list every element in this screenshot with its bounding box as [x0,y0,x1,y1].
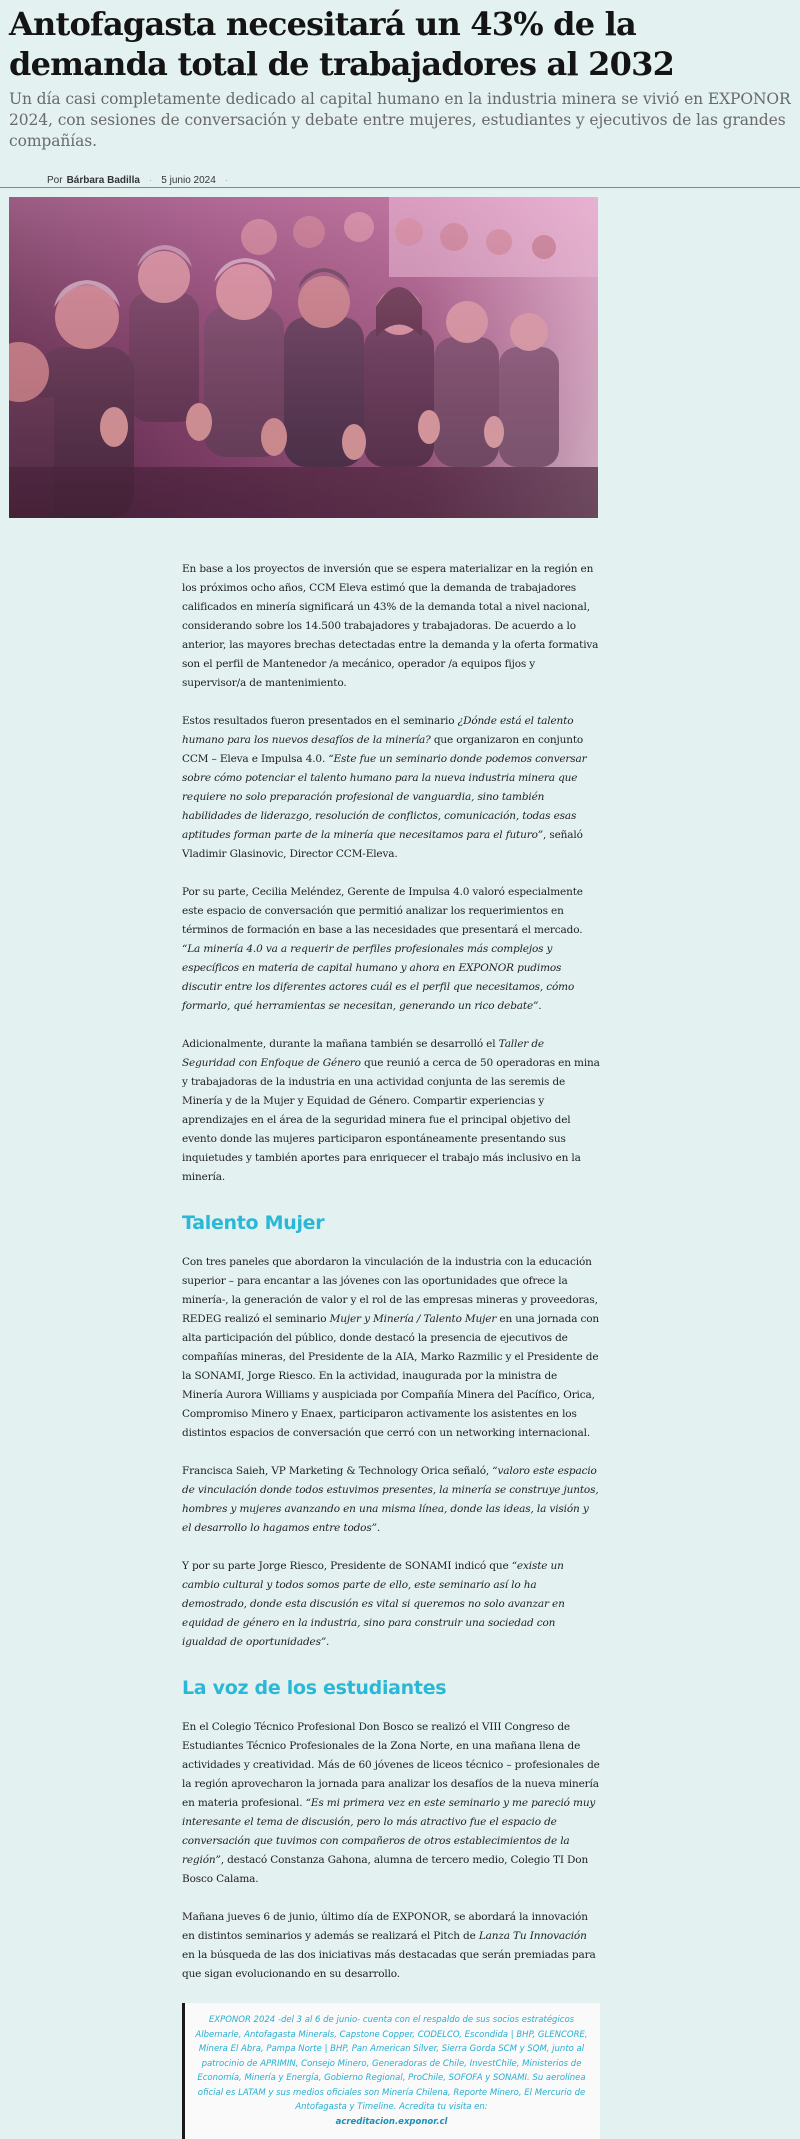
publish-date: 5 junio 2024 [161,174,216,186]
paragraph: Francisca Saieh, VP Marketing & Technology Orica señaló, “valoro este espacio de vinculación donde todos estuvimos presentes, la minería se construye juntos, hombres y mujeres avanzando en una misma línea, donde las ideas, la visión y el desarrollo lo hagamos entre todos”. [182,1465,599,1534]
callout-text: EXPONOR 2024 -del 3 al 6 de junio- cuenta con el respaldo de sus socios estratégicos Albemarle, Antofagasta Minerals, Capstone Copper, CODELCO, Escondida | BHP, GLENCORE, Minera El Abra, Pampa Norte | BHP, Pan American Silver, Sierra Gorda SCM y SQM, junto al patrocinio de APRIMIN, Consejo Minero, Generadoras de Chile, InvestChile, Ministerios de Economía, Minería y Energía, Gobierno Regional, ProChile, SOFOFA y SONAMI. Su aerolínea oficial es LATAM y sus medios oficiales son Minería Chilena, Reporte Minero, El Mercurio de Antofagasta y Timeline. Acredita tu visita en: [195,2015,588,2112]
paragraph: Con tres paneles que abordaron la vinculación de la industria con la educación superior – para encantar a las jóvenes con las oportunidades que ofrece la minería-, la generación de valor y el rol de las empresas mineras y proveedoras, REDEG realizó el seminario Mujer y Minería / Talento Mujer en una jornada con alta participación del público, donde destacó la presencia de ejecutivos de compañías mineras, del Presidente de la AIA, Marko Razmilic y el Presidente de la SONAMI, Jorge Riesco. En la actividad, inaugurada por la ministra de Minería Aurora Williams y auspiciada por Compañía Minera del Pacífico, Orica, Compromiso Minero y Enaex, participaron activamente los asistentes en los distintos espacios de conversación que cerró con un networking internacional. [182,1256,600,1439]
hero-photo [9,197,598,518]
paragraph: Por su parte, Cecilia Meléndez, Gerente de Impulsa 4.0 valoró especialmente este espacio de conversación que permitió analizar los requerimientos en términos de formación en base a las necesidades que presentará el mercado. “La minería 4.0 va a requerir de perfiles profesionales más complejos y específicos en materia de capital humano y ahora en EXPONOR pudimos discutir entre los diferentes actores cuál es el perfil que necesitamos, cómo formarlo, qué herramientas se necesitan, generando un rico debate”. [182,886,583,1012]
header-divider [0,187,800,188]
paragraph: En base a los proyectos de inversión que se espera materializar en la región en los próximos ocho años, CCM Eleva estimó que la demanda de trabajadores calificados en minería significará un 43% de la demanda total a nivel nacional, considerando sobre los 14.500 trabajadores y trabajadoras. De acuerdo a lo anterior, las mayores brechas detectadas entre la demanda y la oferta formativa son el perfil de Mantenedor /a mecánico, operador /a equipos fijos y supervisor/a de mantenimiento. [182,563,599,689]
paragraph: Estos resultados fueron presentados en el seminario ¿Dónde está el talento humano para los nuevos desafíos de la minería? que organizaron en conjunto CCM – Eleva e Impulsa 4.0. “Este fue un seminario donde podemos conversar sobre cómo potenciar el talento humano para la nueva industria minera que requiere no solo preparación profesional de vanguardia, sino también habilidades de liderazgo, resolución de conflictos, comunicación, todas esas aptitudes forman parte de la minería que necesitamos para el futuro”, señaló Vladimir Glasinovic, Director CCM-Eleva. [182,715,587,860]
paragraph: Adicionalmente, durante la mañana también se desarrolló el Taller de Seguridad con Enfoque de Género que reunió a cerca de 50 operadoras en mina y trabajadoras de la industria en una actividad conjunta de las seremis de Minería y de la Mujer y Equidad de Género. Compartir experiencias y aprendizajes en el área de la seguridad minera fue el principal objetivo del evento donde las mujeres participaron espontáneamente presentando sus inquietudes y también aportes para enriquecer el trabajo más inclusivo en la minería. [182,1038,600,1183]
separator-dot: · [148,174,153,186]
audience-photo-illustration [9,197,598,518]
accreditation-link[interactable]: acreditacion.exponor.cl [335,2116,448,2127]
paragraph: Mañana jueves 6 de junio, último día de EXPONOR, se abordará la innovación en distintos seminarios y además se realizará el Pitch de Lanza Tu Innovación en la búsqueda de las dos iniciativas más destacadas que serán premiadas para que sigan evolucionando en su desarrollo. [182,1911,596,1980]
author-link[interactable]: Bárbara Badilla [66,174,140,186]
byline [47,173,800,187]
article-subtitle: Un día casi completamente dedicado al capital humano en la industria minera se vivió en EXPONOR 2024, con sesiones de conversación y debate entre mujeres, estudiantes y ejecutivos de las grandes compañías. [9,90,791,150]
paragraph: Y por su parte Jorge Riesco, Presidente de SONAMI indicó que “existe un cambio cultural y todos somos parte de ello, este seminario así lo ha demostrado, donde esta discusión es vital si queremos no solo avanzar en equidad de género en la industria, sino para construir una sociedad con igualdad de oportunidades”. [182,1560,565,1648]
byline-prefix: Por [47,174,63,186]
section-heading-voz-estudiantes: La voz de los estudiantes [182,1677,447,1699]
sponsor-callout-box [182,2003,600,2139]
section-heading-talento-mujer: Talento Mujer [182,1212,325,1234]
paragraph: En el Colegio Técnico Profesional Don Bosco se realizó el VIII Congreso de Estudiantes Técnico Profesionales de la Zona Norte, en una mañana llena de actividades y creatividad. Más de 60 jóvenes de liceos técnico – profesionales de la región aprovecharon la jornada para analizar los desafíos de la nueva minería en materia profesional. “Es mi primera vez en este seminario y me pareció muy interesante el tema de discusión, pero lo más atractivo fue el espacio de conversación que tuvimos con compañeros de otros establecimientos de la región”, destacó Constanza Gahona, alumna de tercero medio, Colegio TI Don Bosco Calama. [182,1721,600,1885]
separator-dot: · [224,174,229,186]
article-headline: Antofagasta necesitará un 43% de la demanda total de trabajadores al 2032 [9,5,675,83]
article-body [182,560,600,2139]
